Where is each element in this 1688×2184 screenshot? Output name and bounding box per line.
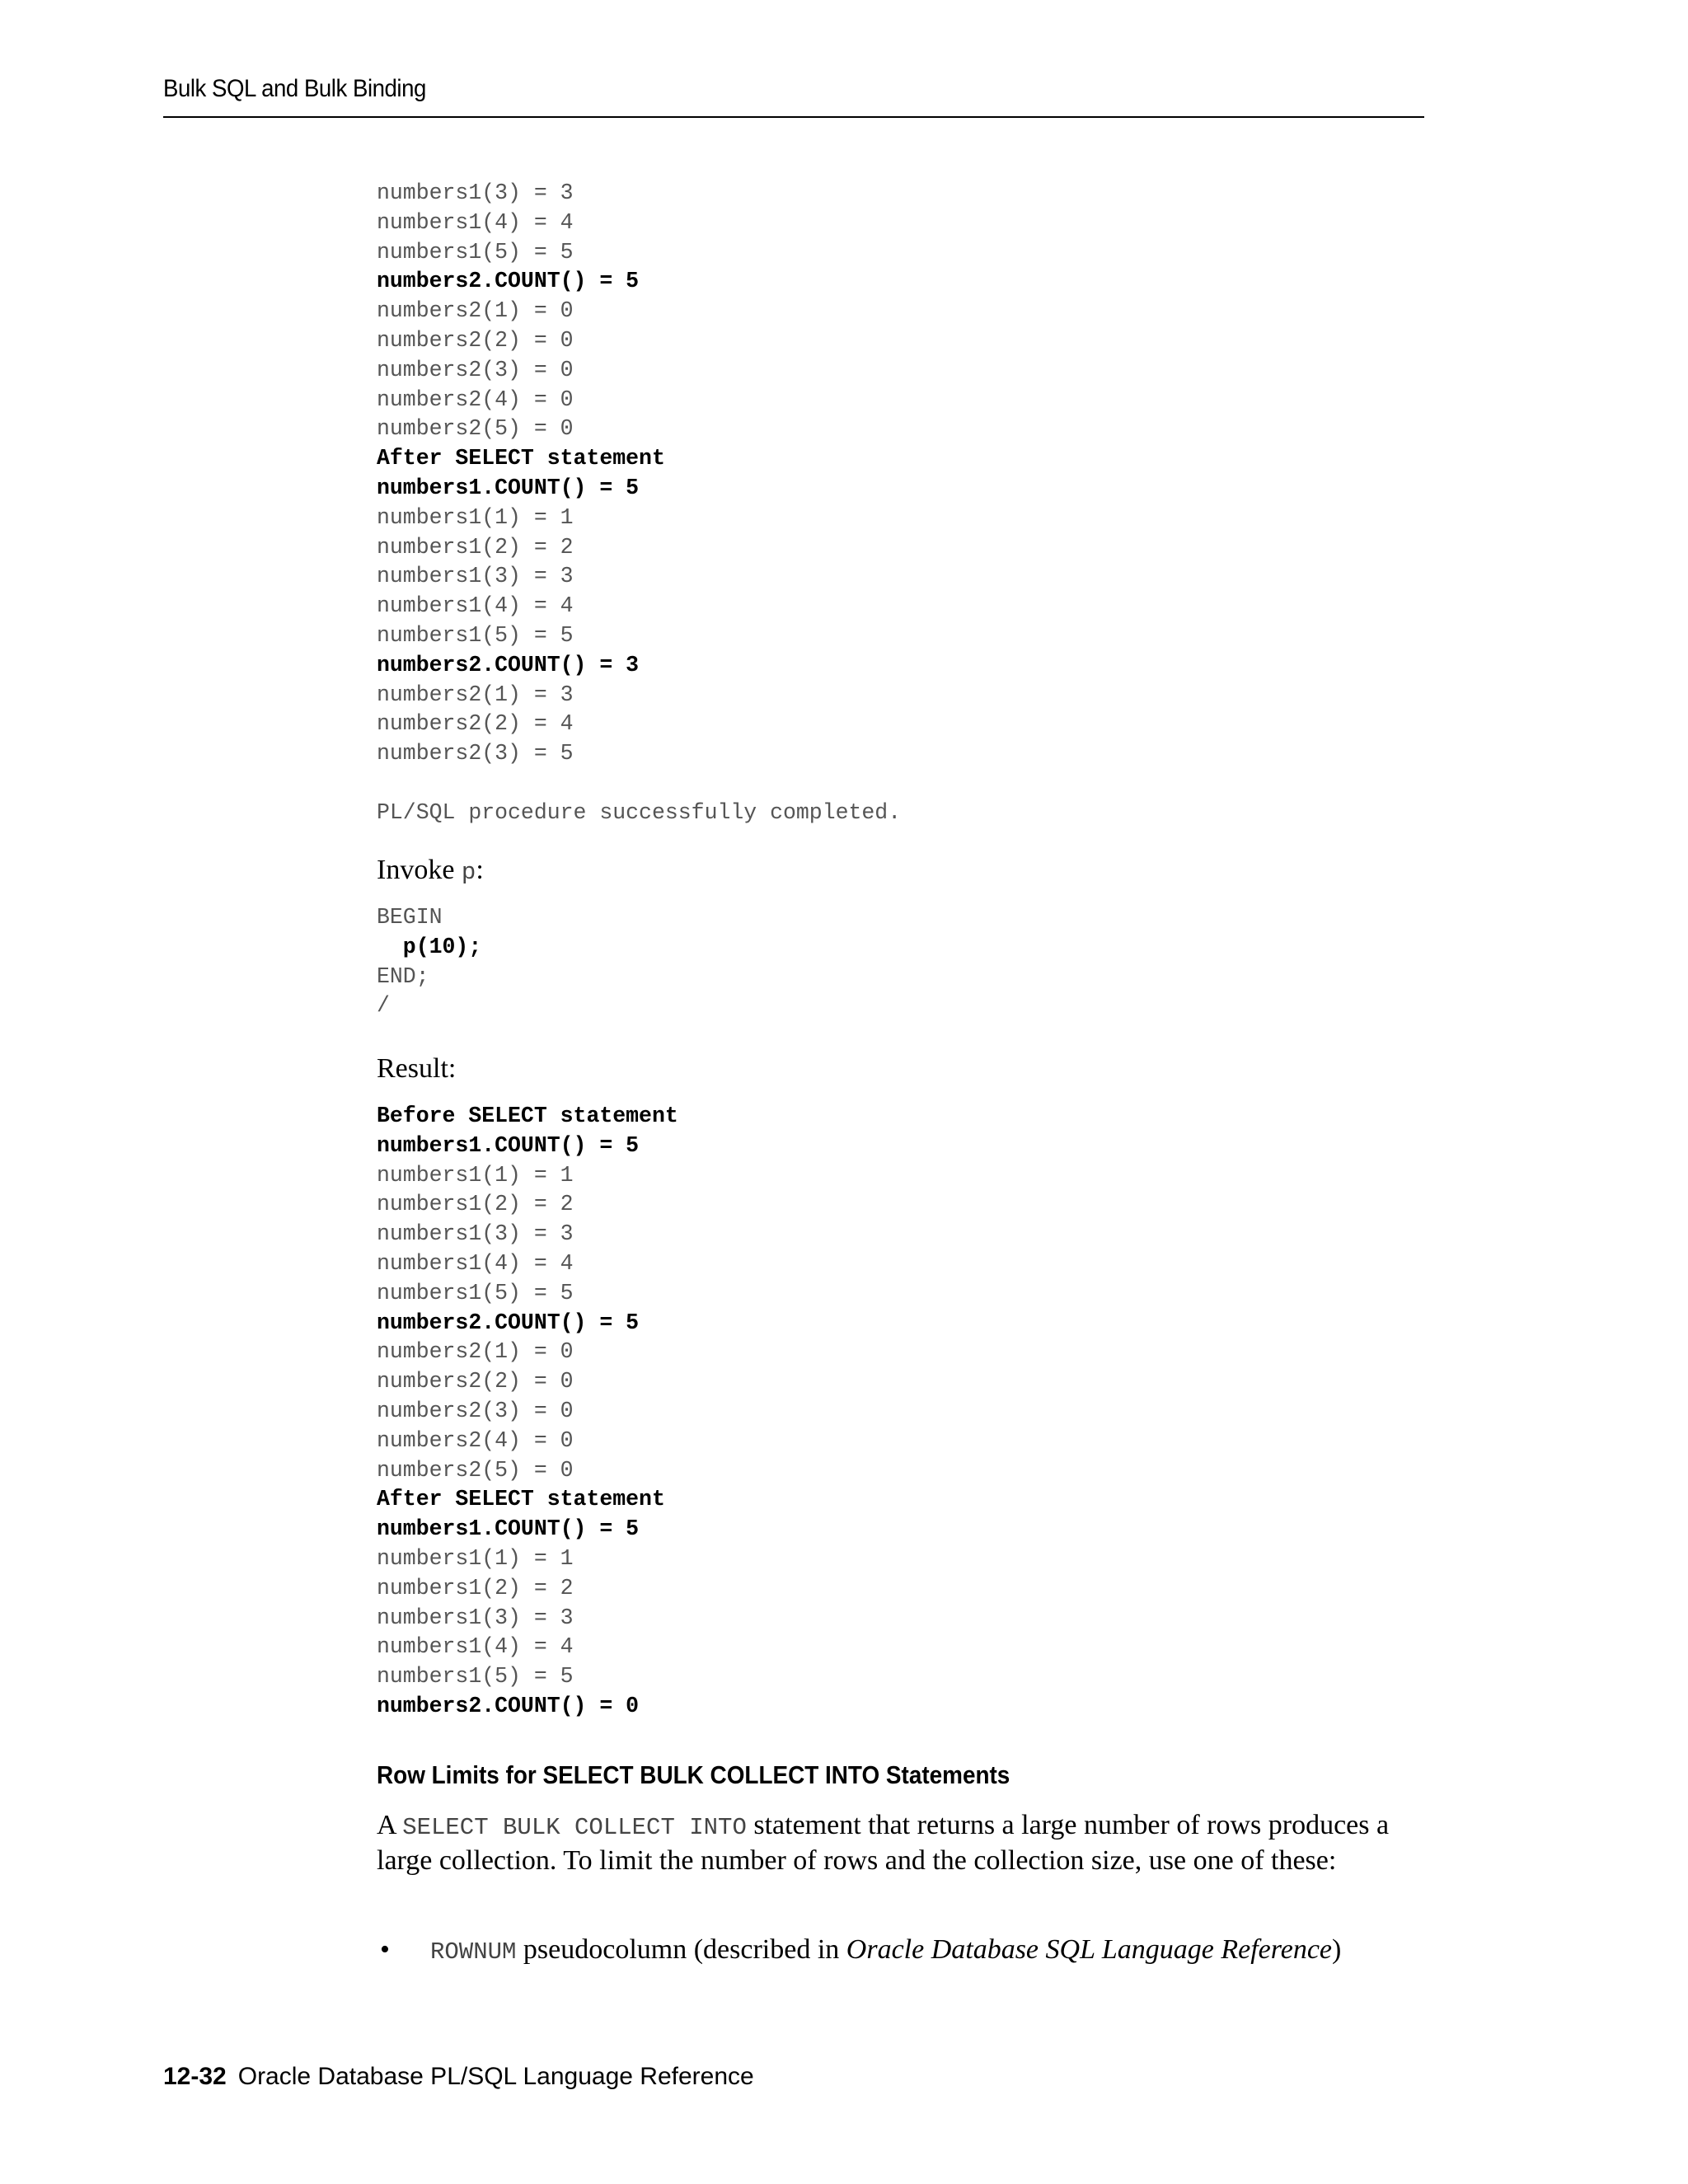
code-line: numbers2(4) = 0 bbox=[377, 387, 574, 412]
code-line: numbers2(2) = 0 bbox=[377, 327, 574, 353]
code-line: numbers2(1) = 0 bbox=[377, 298, 574, 324]
bullet-text: pseudocolumn (described in bbox=[516, 1934, 846, 1965]
code-line: numbers2(5) = 0 bbox=[377, 416, 574, 442]
code-line: numbers2(3) = 5 bbox=[377, 741, 574, 766]
code-line: After SELECT statement bbox=[377, 446, 665, 471]
code-line: numbers1(3) = 3 bbox=[377, 180, 574, 205]
code-line: numbers2(3) = 0 bbox=[377, 1398, 574, 1423]
code-line: numbers1(4) = 4 bbox=[377, 209, 574, 235]
bullet-code: ROWNUM bbox=[430, 1938, 517, 1966]
code-line: numbers1(1) = 1 bbox=[377, 1162, 574, 1188]
code-line: numbers1(3) = 3 bbox=[377, 564, 574, 589]
code-line: numbers1(5) = 5 bbox=[377, 239, 574, 265]
code-line: numbers1.COUNT() = 5 bbox=[377, 1516, 640, 1542]
invoke-label-prefix: Invoke bbox=[377, 855, 462, 885]
code-line: numbers1(2) = 2 bbox=[377, 534, 574, 560]
code-line: END; bbox=[377, 963, 429, 989]
code-line: numbers1(3) = 3 bbox=[377, 1221, 574, 1247]
code-line: numbers1(5) = 5 bbox=[377, 1664, 574, 1690]
section-heading: Row Limits for SELECT BULK COLLECT INTO Statements bbox=[377, 1760, 1010, 1789]
footer-page-number: 12-32 bbox=[163, 2063, 227, 2090]
code-output-block-1 bbox=[377, 179, 901, 828]
bullet-item-text bbox=[430, 1933, 1341, 1969]
body-suffix: statement that returns a large number of rows produces a large collection. To limit the number of rows and the collection size, use one of these: bbox=[377, 1810, 1390, 1876]
code-line: numbers1(4) = 4 bbox=[377, 1634, 574, 1660]
body-prefix: A bbox=[377, 1810, 403, 1840]
code-line: numbers2.COUNT() = 5 bbox=[377, 1310, 640, 1335]
page-header-title: Bulk SQL and Bulk Binding bbox=[163, 75, 426, 102]
body-code: SELECT BULK COLLECT INTO bbox=[402, 1814, 747, 1841]
code-line: numbers2(2) = 4 bbox=[377, 711, 574, 737]
code-line: numbers1(2) = 2 bbox=[377, 1575, 574, 1601]
code-line: numbers1(4) = 4 bbox=[377, 593, 574, 619]
code-line: numbers2(2) = 0 bbox=[377, 1369, 574, 1394]
code-line: numbers1(1) = 1 bbox=[377, 504, 574, 530]
code-line: numbers1.COUNT() = 5 bbox=[377, 475, 640, 500]
code-line: BEGIN bbox=[377, 905, 443, 930]
code-line: numbers1(4) = 4 bbox=[377, 1250, 574, 1276]
bullet-suffix: ) bbox=[1332, 1934, 1342, 1965]
invoke-label-suffix: : bbox=[476, 855, 484, 885]
invoke-label bbox=[377, 854, 484, 889]
code-line: numbers2(4) = 0 bbox=[377, 1427, 574, 1453]
code-output-block-2 bbox=[377, 1102, 678, 1722]
invoke-label-code: p bbox=[461, 859, 476, 886]
code-line: numbers1(5) = 5 bbox=[377, 1280, 574, 1305]
result-label: Result: bbox=[377, 1053, 457, 1084]
header-rule bbox=[163, 116, 1424, 118]
code-line: numbers2(1) = 3 bbox=[377, 682, 574, 707]
code-line: numbers2.COUNT() = 3 bbox=[377, 652, 640, 677]
code-line: numbers1(5) = 5 bbox=[377, 622, 574, 648]
code-line: numbers2.COUNT() = 5 bbox=[377, 269, 640, 294]
bullet-marker: • bbox=[380, 1934, 390, 1965]
page-footer bbox=[163, 2060, 754, 2093]
bullet-link-reference[interactable]: Oracle Database SQL Language Reference bbox=[846, 1934, 1333, 1965]
code-line: numbers2(3) = 0 bbox=[377, 357, 574, 382]
code-line: numbers2(1) = 0 bbox=[377, 1339, 574, 1365]
code-line: p(10); bbox=[377, 934, 482, 959]
code-line: numbers2(5) = 0 bbox=[377, 1457, 574, 1483]
code-invoke-block bbox=[377, 903, 481, 1021]
code-line: Before SELECT statement bbox=[377, 1104, 678, 1128]
code-line: After SELECT statement bbox=[377, 1487, 665, 1512]
code-line: numbers1(1) = 1 bbox=[377, 1545, 574, 1571]
code-line: numbers2.COUNT() = 0 bbox=[377, 1693, 640, 1718]
code-line: numbers1.COUNT() = 5 bbox=[377, 1132, 640, 1158]
code-line: numbers1(3) = 3 bbox=[377, 1605, 574, 1630]
code-line: numbers1(2) = 2 bbox=[377, 1192, 574, 1217]
code-line: / bbox=[377, 993, 390, 1019]
code-line: PL/SQL procedure successfully completed. bbox=[377, 799, 902, 825]
footer-book-title: Oracle Database PL/SQL Language Reference bbox=[237, 2063, 754, 2090]
section-body-paragraph bbox=[377, 1809, 1415, 1877]
